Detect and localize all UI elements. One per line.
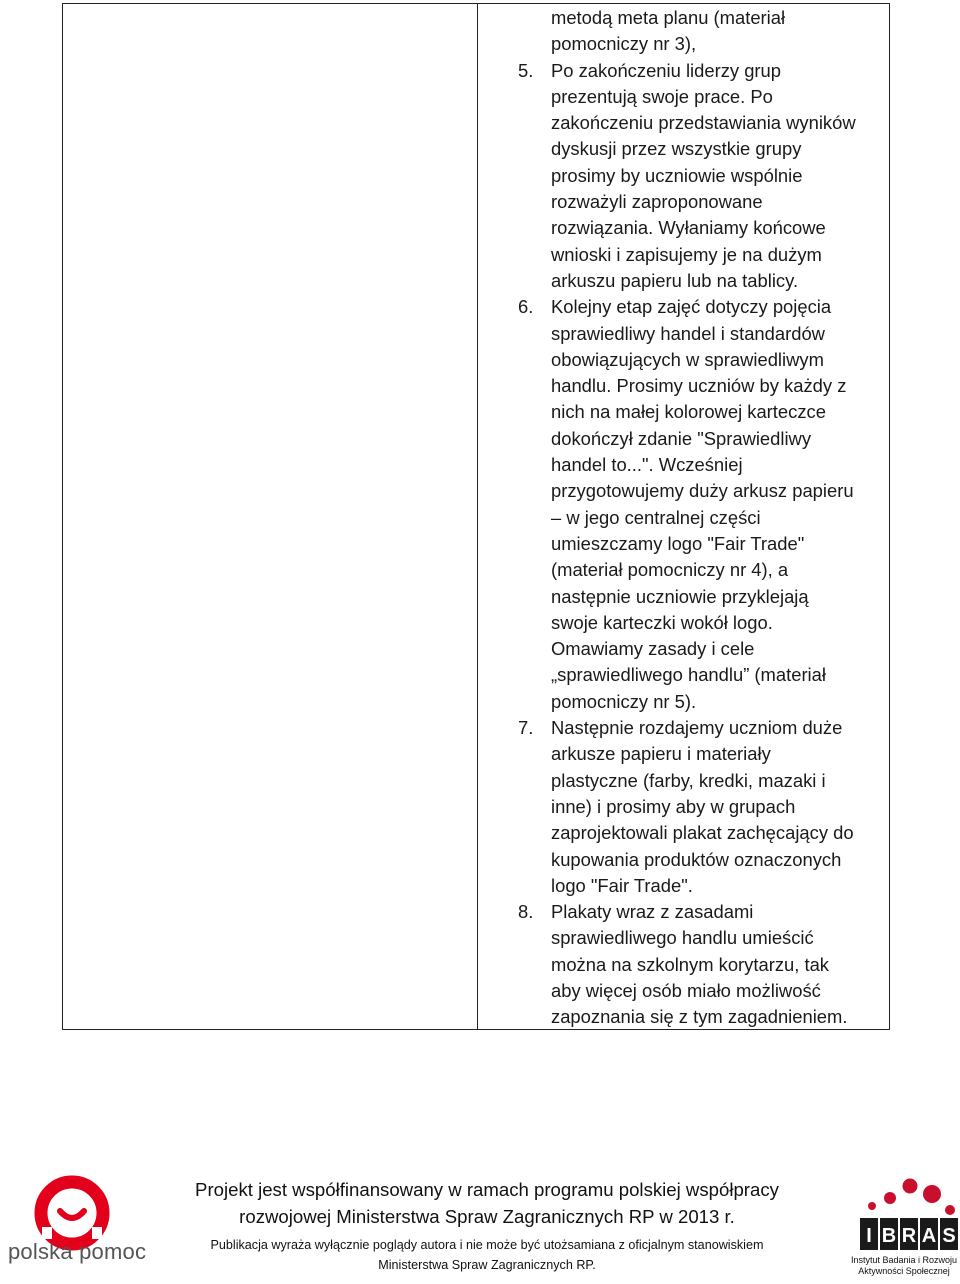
list-item-line: Następnie rozdajemy uczniom duże: [551, 717, 843, 739]
list-item-line: dyskusji przez wszystkie grupy: [551, 138, 802, 160]
list-item-line: plastyczne (farby, kredki, mazaki i: [551, 769, 826, 791]
list-item-line: umieszczamy logo "Fair Trade": [551, 532, 805, 554]
page-footer: [0, 1168, 960, 1284]
footer-small-line: Publikacja wyraża wyłącznie poglądy autora i nie może być utożsamiana z oficjalnym stanowiskiem: [210, 1238, 764, 1252]
list-item-line: nich na małej kolorowej karteczce: [551, 401, 826, 423]
list-item-line: swoje karteczki wokół logo.: [551, 611, 773, 633]
list-item-line: obowiązujących w sprawiedliwym: [551, 348, 824, 370]
list-item-line: zaprojektowali plakat zachęcający do: [551, 822, 854, 844]
list-item-line: logo "Fair Trade".: [551, 874, 693, 896]
list-item-line: inne) i prosimy aby w grupach: [551, 795, 796, 817]
list-number: 8.: [518, 901, 534, 923]
lesson-steps-cell: [518, 5, 886, 1031]
list-item-line: aby więcej osób miało możliwość: [551, 979, 821, 1001]
list-item-line: kupowania produktów oznaczonych: [551, 848, 842, 870]
list-item-line: prezentują swoje prace. Po: [551, 85, 773, 107]
list-item-line: następnie uczniowie przyklejają: [551, 585, 809, 607]
footer-small-line: Ministerstwa Spraw Zagranicznych RP.: [378, 1258, 596, 1272]
list-item-line: wnioski i zapisujemy je na dużym: [551, 243, 822, 265]
list-item-6: [518, 294, 886, 715]
footer-main-line: Projekt jest współfinansowany w ramach programu polskiej współpracy: [195, 1179, 779, 1200]
list-item-line: „sprawiedliwego handlu” (materiał: [551, 664, 826, 686]
table-column-divider: [477, 4, 478, 1029]
continuation-line: pomocniczy nr 3),: [551, 33, 697, 55]
list-item-line: Omawiamy zasady i cele: [551, 638, 755, 660]
ibras-caption: [848, 1255, 960, 1277]
list-number: 5.: [518, 59, 534, 81]
ibras-letter: B: [881, 1225, 897, 1247]
list-item-line: arkuszu papieru lub na tablicy.: [551, 269, 799, 291]
list-item-line: arkusze papieru i materiały: [551, 743, 771, 765]
list-item-7: [518, 715, 886, 899]
list-item-line: handlu. Prosimy uczniów by każdy z: [551, 375, 847, 397]
ibras-caption-line: Instytut Badania i Rozwoju: [850, 1255, 958, 1265]
list-item-line: sprawiedliwego handlu umieścić: [551, 927, 814, 949]
ibras-letter: S: [942, 1225, 956, 1247]
list-item-line: pomocniczy nr 5).: [551, 690, 697, 712]
ibras-caption-line: Aktywności Społecznej: [858, 1266, 950, 1276]
list-number: 6.: [518, 296, 534, 318]
list-item-line: (materiał pomocniczy nr 4), a: [551, 559, 789, 581]
ibras-letter: R: [901, 1225, 917, 1247]
list-item-line: handel to...". Wcześniej: [551, 454, 743, 476]
list-item-line: można na szkolnym korytarzu, tak: [551, 953, 830, 975]
footer-main-line: rozwojowej Ministerstwa Spraw Zagranicznych RP w 2013 r.: [239, 1206, 735, 1227]
ibras-letter: I: [866, 1225, 872, 1247]
polska-pomoc-text: polska pomoc: [8, 1239, 147, 1264]
list-number: 7.: [518, 717, 534, 739]
list-item-line: Po zakończeniu liderzy grup: [551, 59, 782, 81]
footer-disclaimer: [162, 1235, 812, 1275]
list-item-8: [518, 899, 886, 1030]
ibras-letter: A: [921, 1225, 937, 1247]
list-item-line: prosimy by uczniowie wspólnie: [551, 164, 803, 186]
footer-funding-note: [162, 1176, 812, 1230]
list-item-line: Plakaty wraz z zasadami: [551, 901, 754, 923]
list-item-line: – w jego centralnej części: [551, 506, 761, 528]
list-item-line: rozwiązania. Wyłaniamy końcowe: [551, 217, 826, 239]
continuation-line: metodą meta planu (materiał: [551, 7, 786, 28]
list-item-line: zapoznania się z tym zagadnieniem.: [551, 1006, 848, 1028]
list-item-line: dokończył zdanie "Sprawiedliwy: [551, 427, 812, 449]
list-item-line: zakończeniu przedstawiania wyników: [551, 112, 856, 134]
list-item-5: [518, 58, 886, 295]
list-item-line: Kolejny etap zajęć dotyczy pojęcia: [551, 296, 832, 318]
list-item-line: przygotowujemy duży arkusz papieru: [551, 480, 854, 502]
list-item-line: sprawiedliwy handel i standardów: [551, 322, 825, 344]
list-item-line: rozważyli zaproponowane: [551, 191, 763, 213]
